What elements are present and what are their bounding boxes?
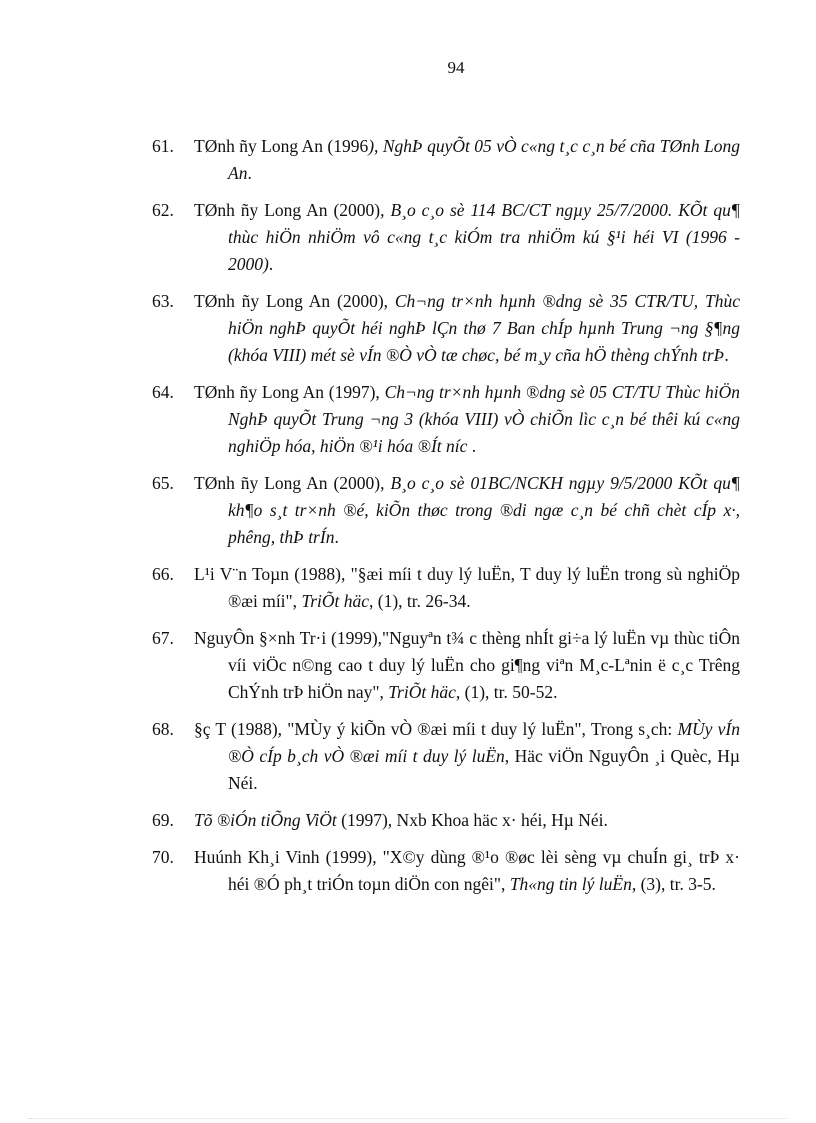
reference-number: 69. <box>152 810 174 830</box>
reference-number: 65. <box>152 473 174 493</box>
reference-text <box>194 133 740 187</box>
reference-title-italic: Th«ng tin lý luËn <box>509 874 632 894</box>
reference-segment: . <box>268 254 274 274</box>
reference-segment: TØnh ñy Long An (2000), <box>194 200 391 220</box>
reference-item <box>152 807 740 834</box>
reference-text <box>194 379 740 460</box>
page-bottom-rule <box>28 1118 788 1119</box>
reference-segment: . <box>334 527 339 547</box>
reference-item <box>152 844 740 898</box>
reference-title-italic: MÙy vÍn ®Ò cÍp b¸ch vÒ ®æi míi t duy lý luËn <box>228 719 741 766</box>
reference-text <box>194 844 740 898</box>
reference-segment: . <box>247 163 252 183</box>
reference-item <box>152 625 740 706</box>
reference-segment: , (1), tr. 26-34. <box>369 591 471 611</box>
reference-segment: L¹i V¨n Toµn (1988), "§æi míi t duy lý luËn, T duy lý luËn trong sù nghiÖp ®æi míi", <box>194 564 740 611</box>
reference-item <box>152 470 740 551</box>
reference-item <box>152 716 740 797</box>
reference-list <box>152 133 740 908</box>
reference-title-italic: TriÕt häc <box>388 682 456 702</box>
reference-item <box>152 288 740 369</box>
reference-segment: TØnh ñy Long An (2000), <box>194 291 395 311</box>
reference-number: 61. <box>152 136 174 156</box>
reference-item <box>152 379 740 460</box>
reference-title-italic: B¸o c¸o sè 114 BC/CT ngµy 25/7/2000. KÕt qu¶ thùc hiÖn nhiÖm vô c«ng t¸c kiÓm tra nhiÖm kú §¹i héi VI (1996 - 2000) <box>228 200 740 274</box>
reference-text <box>194 470 740 551</box>
reference-segment: , (3), tr. 3-5. <box>631 874 716 894</box>
reference-number: 67. <box>152 628 174 648</box>
reference-title-italic: TriÕt häc <box>301 591 370 611</box>
reference-title-italic: Tõ ®iÓn tiÕng ViÖt <box>194 810 337 830</box>
reference-segment: (1997), Nxb Khoa häc x· héi, Hµ Néi. <box>336 810 608 830</box>
page-number: 94 <box>447 58 465 77</box>
reference-text <box>194 197 740 278</box>
reference-number: 62. <box>152 200 174 220</box>
reference-segment: NguyÔn §×nh Tr·i (1999),"Nguyªn t¾ c thèng nhÍt gi÷a lý luËn vµ thùc tiÔn víi viÖc n©ng cao t duy lý luËn cho gi¶ng viªn M¸c-Lªnin ë c¸c Trêng ChÝnh trÞ hiÖn nay", <box>194 628 740 702</box>
reference-segment: Huúnh Kh¸i Vinh (1999), "X©y dùng ®¹o ®øc lèi sèng vµ chuÍn gi¸ trÞ x· héi ®Ó ph¸t triÓn toµn diÖn con ngêi", <box>194 847 740 894</box>
reference-segment: TØnh ñy Long An (1996 <box>194 136 369 156</box>
reference-segment: , Häc viÖn NguyÔn ¸i Quèc, Hµ Néi. <box>228 746 740 793</box>
reference-text <box>194 716 741 797</box>
reference-title-italic: ), NghÞ quyÕt 05 vÒ c«ng t¸c c¸n bé cña TØnh Long An <box>228 136 740 183</box>
reference-text <box>194 625 740 706</box>
reference-title-italic: Ch¬ng tr×nh hµnh ®dng sè 35 CTR/TU, Thùc hiÖn nghÞ quyÕt héi nghÞ lÇn thø 7 Ban chÍp hµnh Trung ¬ng §¶ng (khóa VIII) mét sè vÍn ®Ò vÒ tæ chøc, bé m¸y cña hÖ thèng chÝnh trÞ <box>228 291 740 365</box>
reference-title-italic: B¸o c¸o sè 01BC/NCKH ngµy 9/5/2000 KÕt qu¶ kh¶o s¸t tr×nh ®é, kiÕn thøc trong ®di ngæ c¸n bé chñ chèt cÍp x·, phêng, thÞ trÍn <box>228 473 740 547</box>
reference-number: 66. <box>152 564 174 584</box>
reference-text <box>194 561 740 615</box>
reference-item <box>152 133 740 187</box>
reference-number: 68. <box>152 719 174 739</box>
reference-item <box>152 197 740 278</box>
reference-segment: §ç T (1988), "MÙy ý kiÕn vÒ ®æi míi t duy lý luËn", Trong s¸ch: <box>194 719 678 739</box>
reference-segment: , (1), tr. 50-52. <box>455 682 558 702</box>
reference-title-italic: Ch¬ng tr×nh hµnh ®dng sè 05 CT/TU Thùc hiÖn NghÞ quyÕt Trung ¬ng 3 (khóa VIII) vÒ chiÕn lìc c¸n bé thêi kú c«ng nghiÖp hóa, hiÖn ®¹i hóa ®Ít níc <box>228 382 740 456</box>
reference-text <box>194 288 740 369</box>
reference-number: 70. <box>152 847 174 867</box>
reference-segment: . <box>724 345 729 365</box>
reference-number: 63. <box>152 291 174 311</box>
reference-segment: . <box>467 436 477 456</box>
reference-segment: TØnh ñy Long An (1997), <box>194 382 385 402</box>
reference-segment: TØnh ñy Long An (2000), <box>194 473 391 493</box>
reference-item <box>152 561 740 615</box>
reference-number: 64. <box>152 382 174 402</box>
reference-text <box>194 807 740 834</box>
